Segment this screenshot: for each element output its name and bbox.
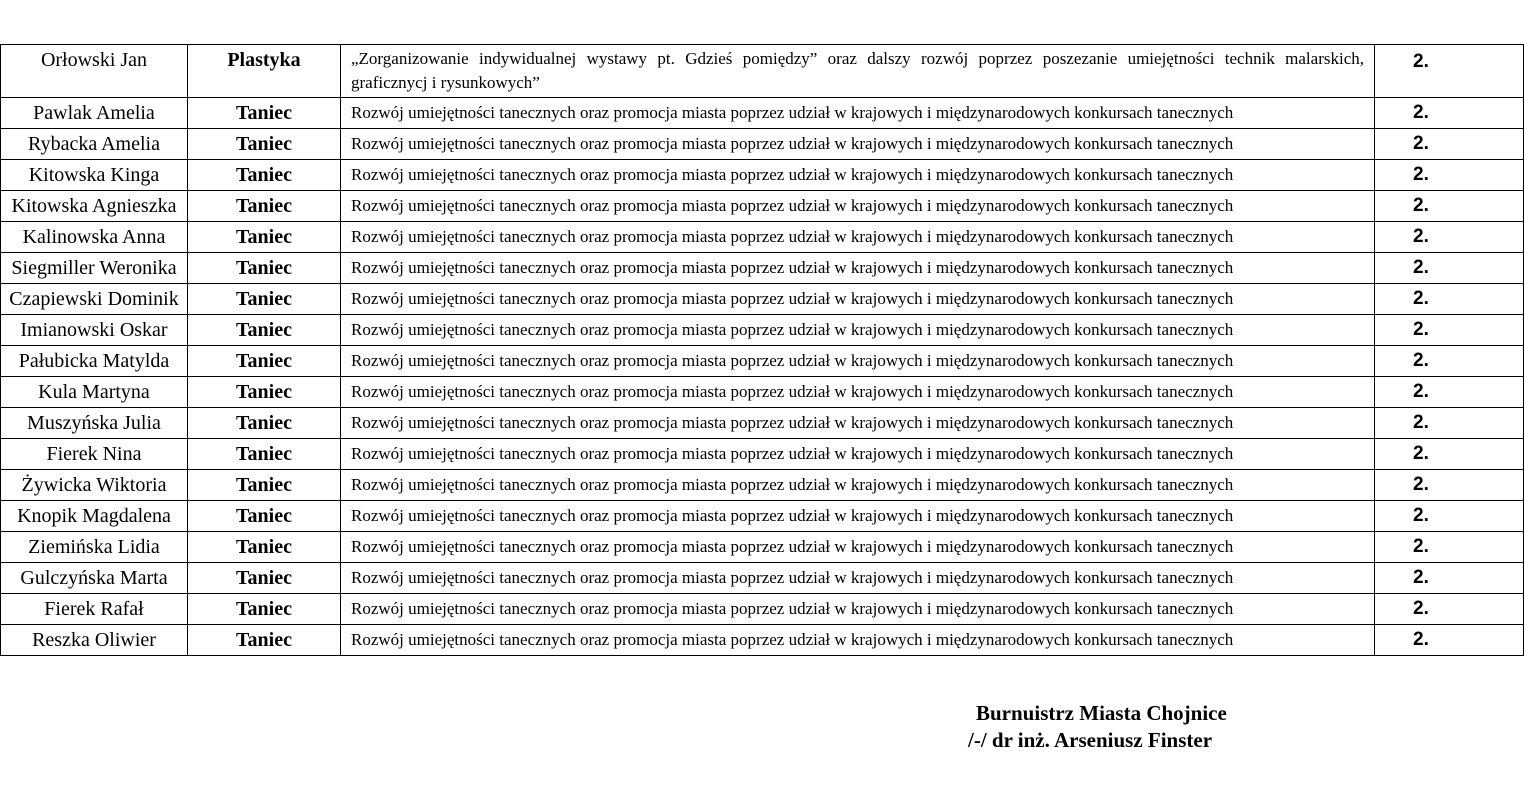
description: Rozwój umiejętności tanecznych oraz promocja miasta poprzez udział w krajowych i międzynarodowych konkursach tanecznych	[341, 253, 1375, 284]
description: „Zorganizowanie indywidualnej wystawy pt. Gdzieś pomiędzy” oraz dalszy rozwój poprzez poszezanie umiejętności technik malarskich, graficznycj i rysunkowych”	[341, 45, 1375, 98]
description: Rozwój umiejętności tanecznych oraz promocja miasta poprzez udział w krajowych i międzynarodowych konkursach tanecznych	[341, 191, 1375, 222]
description: Rozwój umiejętności tanecznych oraz promocja miasta poprzez udział w krajowych i międzynarodowych konkursach tanecznych	[341, 501, 1375, 532]
table-row	[1, 408, 1524, 439]
amount: 2.	[1375, 408, 1524, 439]
description: Rozwój umiejętności tanecznych oraz promocja miasta poprzez udział w krajowych i międzynarodowych konkursach tanecznych	[341, 563, 1375, 594]
amount: 2.	[1375, 45, 1524, 98]
table-row	[1, 45, 1524, 98]
table-row	[1, 191, 1524, 222]
amount: 2.	[1375, 470, 1524, 501]
recipient-name: Fierek Nina	[1, 439, 188, 470]
category: Taniec	[188, 222, 341, 253]
description: Rozwój umiejętności tanecznych oraz promocja miasta poprzez udział w krajowych i międzynarodowych konkursach tanecznych	[341, 284, 1375, 315]
amount: 2.	[1375, 377, 1524, 408]
description: Rozwój umiejętności tanecznych oraz promocja miasta poprzez udział w krajowych i międzynarodowych konkursach tanecznych	[341, 377, 1375, 408]
table-row	[1, 377, 1524, 408]
amount: 2.	[1375, 253, 1524, 284]
category: Taniec	[188, 315, 341, 346]
category: Taniec	[188, 98, 341, 129]
category: Taniec	[188, 253, 341, 284]
signature-title: Burnuistrz Miasta Chojnice	[976, 701, 1227, 725]
amount: 2.	[1375, 222, 1524, 253]
recipient-name: Knopik Magdalena	[1, 501, 188, 532]
description: Rozwój umiejętności tanecznych oraz promocja miasta poprzez udział w krajowych i międzynarodowych konkursach tanecznych	[341, 222, 1375, 253]
signature-block	[960, 700, 1260, 754]
amount: 2.	[1375, 346, 1524, 377]
description: Rozwój umiejętności tanecznych oraz promocja miasta poprzez udział w krajowych i międzynarodowych konkursach tanecznych	[341, 439, 1375, 470]
table-row	[1, 98, 1524, 129]
description: Rozwój umiejętności tanecznych oraz promocja miasta poprzez udział w krajowych i międzynarodowych konkursach tanecznych	[341, 470, 1375, 501]
recipient-name: Fierek Rafał	[1, 594, 188, 625]
category: Taniec	[188, 470, 341, 501]
recipient-name: Kula Martyna	[1, 377, 188, 408]
description: Rozwój umiejętności tanecznych oraz promocja miasta poprzez udział w krajowych i międzynarodowych konkursach tanecznych	[341, 98, 1375, 129]
recipient-name: Kitowska Agnieszka	[1, 191, 188, 222]
recipient-name: Orłowski Jan	[1, 45, 188, 98]
recipient-name: Kitowska Kinga	[1, 160, 188, 191]
category: Taniec	[188, 160, 341, 191]
table-row	[1, 439, 1524, 470]
recipient-name: Kalinowska Anna	[1, 222, 188, 253]
description: Rozwój umiejętności tanecznych oraz promocja miasta poprzez udział w krajowych i międzynarodowych konkursach tanecznych	[341, 594, 1375, 625]
recipient-name: Ziemińska Lidia	[1, 532, 188, 563]
category: Taniec	[188, 284, 341, 315]
description: Rozwój umiejętności tanecznych oraz promocja miasta poprzez udział w krajowych i międzynarodowych konkursach tanecznych	[341, 315, 1375, 346]
table-row	[1, 625, 1524, 656]
description: Rozwój umiejętności tanecznych oraz promocja miasta poprzez udział w krajowych i międzynarodowych konkursach tanecznych	[341, 625, 1375, 656]
recipient-name: Siegmiller Weronika	[1, 253, 188, 284]
table-row	[1, 532, 1524, 563]
amount: 2.	[1375, 594, 1524, 625]
recipient-name: Czapiewski Dominik	[1, 284, 188, 315]
amount: 2.	[1375, 501, 1524, 532]
description: Rozwój umiejętności tanecznych oraz promocja miasta poprzez udział w krajowych i międzynarodowych konkursach tanecznych	[341, 346, 1375, 377]
table-row	[1, 222, 1524, 253]
recipient-name: Gulczyńska Marta	[1, 563, 188, 594]
recipient-name: Rybacka Amelia	[1, 129, 188, 160]
category: Taniec	[188, 563, 341, 594]
recipient-name: Pawlak Amelia	[1, 98, 188, 129]
recipient-name: Muszyńska Julia	[1, 408, 188, 439]
recipient-name: Imianowski Oskar	[1, 315, 188, 346]
category: Taniec	[188, 594, 341, 625]
amount: 2.	[1375, 315, 1524, 346]
category: Plastyka	[188, 45, 341, 98]
amount: 2.	[1375, 160, 1524, 191]
table-row	[1, 129, 1524, 160]
amount: 2.	[1375, 129, 1524, 160]
amount: 2.	[1375, 439, 1524, 470]
description: Rozwój umiejętności tanecznych oraz promocja miasta poprzez udział w krajowych i międzynarodowych konkursach tanecznych	[341, 408, 1375, 439]
table-row	[1, 346, 1524, 377]
amount: 2.	[1375, 563, 1524, 594]
table-row	[1, 284, 1524, 315]
recipient-name: Pałubicka Matylda	[1, 346, 188, 377]
description: Rozwój umiejętności tanecznych oraz promocja miasta poprzez udział w krajowych i międzynarodowych konkursach tanecznych	[341, 129, 1375, 160]
amount: 2.	[1375, 532, 1524, 563]
awards-table	[0, 44, 1524, 656]
category: Taniec	[188, 191, 341, 222]
table-row	[1, 470, 1524, 501]
table-row	[1, 594, 1524, 625]
table-row	[1, 563, 1524, 594]
amount: 2.	[1375, 191, 1524, 222]
recipient-name: Żywicka Wiktoria	[1, 470, 188, 501]
category: Taniec	[188, 532, 341, 563]
category: Taniec	[188, 408, 341, 439]
description: Rozwój umiejętności tanecznych oraz promocja miasta poprzez udział w krajowych i międzynarodowych konkursach tanecznych	[341, 160, 1375, 191]
category: Taniec	[188, 625, 341, 656]
table-row	[1, 315, 1524, 346]
table-row	[1, 501, 1524, 532]
category: Taniec	[188, 377, 341, 408]
category: Taniec	[188, 346, 341, 377]
amount: 2.	[1375, 284, 1524, 315]
recipient-name: Reszka Oliwier	[1, 625, 188, 656]
table-row	[1, 160, 1524, 191]
description: Rozwój umiejętności tanecznych oraz promocja miasta poprzez udział w krajowych i międzynarodowych konkursach tanecznych	[341, 532, 1375, 563]
category: Taniec	[188, 439, 341, 470]
signature-name: /-/ dr inż. Arseniusz Finster	[968, 728, 1213, 752]
amount: 2.	[1375, 98, 1524, 129]
table-row	[1, 253, 1524, 284]
amount: 2.	[1375, 625, 1524, 656]
category: Taniec	[188, 129, 341, 160]
category: Taniec	[188, 501, 341, 532]
